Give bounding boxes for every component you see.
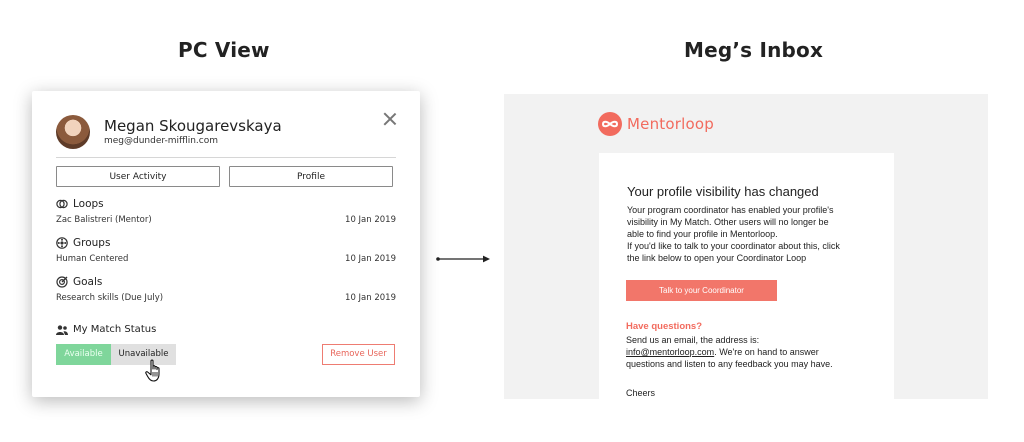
section-title: Goals xyxy=(73,276,103,288)
user-profile-card xyxy=(32,91,420,397)
questions-title: Have questions? xyxy=(626,321,703,332)
email-body-line: Your program coordinator has enabled your profile's xyxy=(627,205,834,215)
email-body-line: the link below to open your Coordinator Loop xyxy=(627,253,807,263)
section-title: Loops xyxy=(73,198,104,210)
goals-icon xyxy=(56,276,68,288)
section-item: Zac Balistreri (Mentor) xyxy=(56,215,152,225)
users-icon xyxy=(56,325,68,335)
close-icon[interactable] xyxy=(382,111,398,127)
loops-icon xyxy=(56,198,68,210)
email-body-line: If you'd like to talk to your coordinator about this, click xyxy=(627,241,840,251)
talk-to-coordinator-button[interactable]: Talk to your Coordinator xyxy=(626,280,777,301)
email-body-line: able to find your profile in Mentorloop. xyxy=(627,229,778,239)
questions-body xyxy=(626,334,876,370)
brand xyxy=(598,112,714,136)
inbox-panel xyxy=(504,94,988,399)
user-activity-button[interactable]: User Activity xyxy=(56,166,220,187)
hand-pointer-icon xyxy=(145,359,165,383)
section-item: Research skills (Due July) xyxy=(56,293,164,303)
remove-user-button[interactable]: Remove User xyxy=(322,344,395,365)
section-date: 10 Jan 2019 xyxy=(345,215,396,225)
pc-view-heading: PC View xyxy=(178,38,270,62)
brand-name: Mentorloop xyxy=(627,115,714,133)
unavailable-option[interactable]: Unavailable xyxy=(111,344,176,365)
questions-line: questions and listen to any feedback you may have. xyxy=(626,359,833,369)
email-content xyxy=(599,153,894,399)
questions-line: Send us an email, the address is: xyxy=(626,335,760,345)
user-email: meg@dunder-mifflin.com xyxy=(104,136,219,146)
email-body-line: visibility in My Match. Other users will no longer be xyxy=(627,217,829,227)
arrow-icon xyxy=(436,253,492,265)
section-date: 10 Jan 2019 xyxy=(345,293,396,303)
available-option[interactable]: Available xyxy=(56,344,111,365)
email-body xyxy=(627,204,877,264)
support-email-link[interactable]: info@mentorloop.com xyxy=(626,347,715,357)
email-title: Your profile visibility has changed xyxy=(627,184,819,199)
section-title: Groups xyxy=(73,237,111,249)
inbox-heading: Meg’s Inbox xyxy=(684,38,824,62)
mentorloop-logo-icon xyxy=(598,112,622,136)
header-divider xyxy=(56,157,396,158)
groups-icon xyxy=(56,237,68,249)
user-name: Megan Skougarevskaya xyxy=(104,117,282,135)
section-date: 10 Jan 2019 xyxy=(345,254,396,264)
sign-off: Cheers xyxy=(626,388,656,398)
profile-button[interactable]: Profile xyxy=(229,166,393,187)
questions-line xyxy=(626,346,876,358)
questions-line-rest: . We're on hand to answer xyxy=(714,347,819,357)
section-item: Human Centered xyxy=(56,254,129,264)
avatar xyxy=(56,115,90,149)
match-status-title: My Match Status xyxy=(73,324,157,335)
